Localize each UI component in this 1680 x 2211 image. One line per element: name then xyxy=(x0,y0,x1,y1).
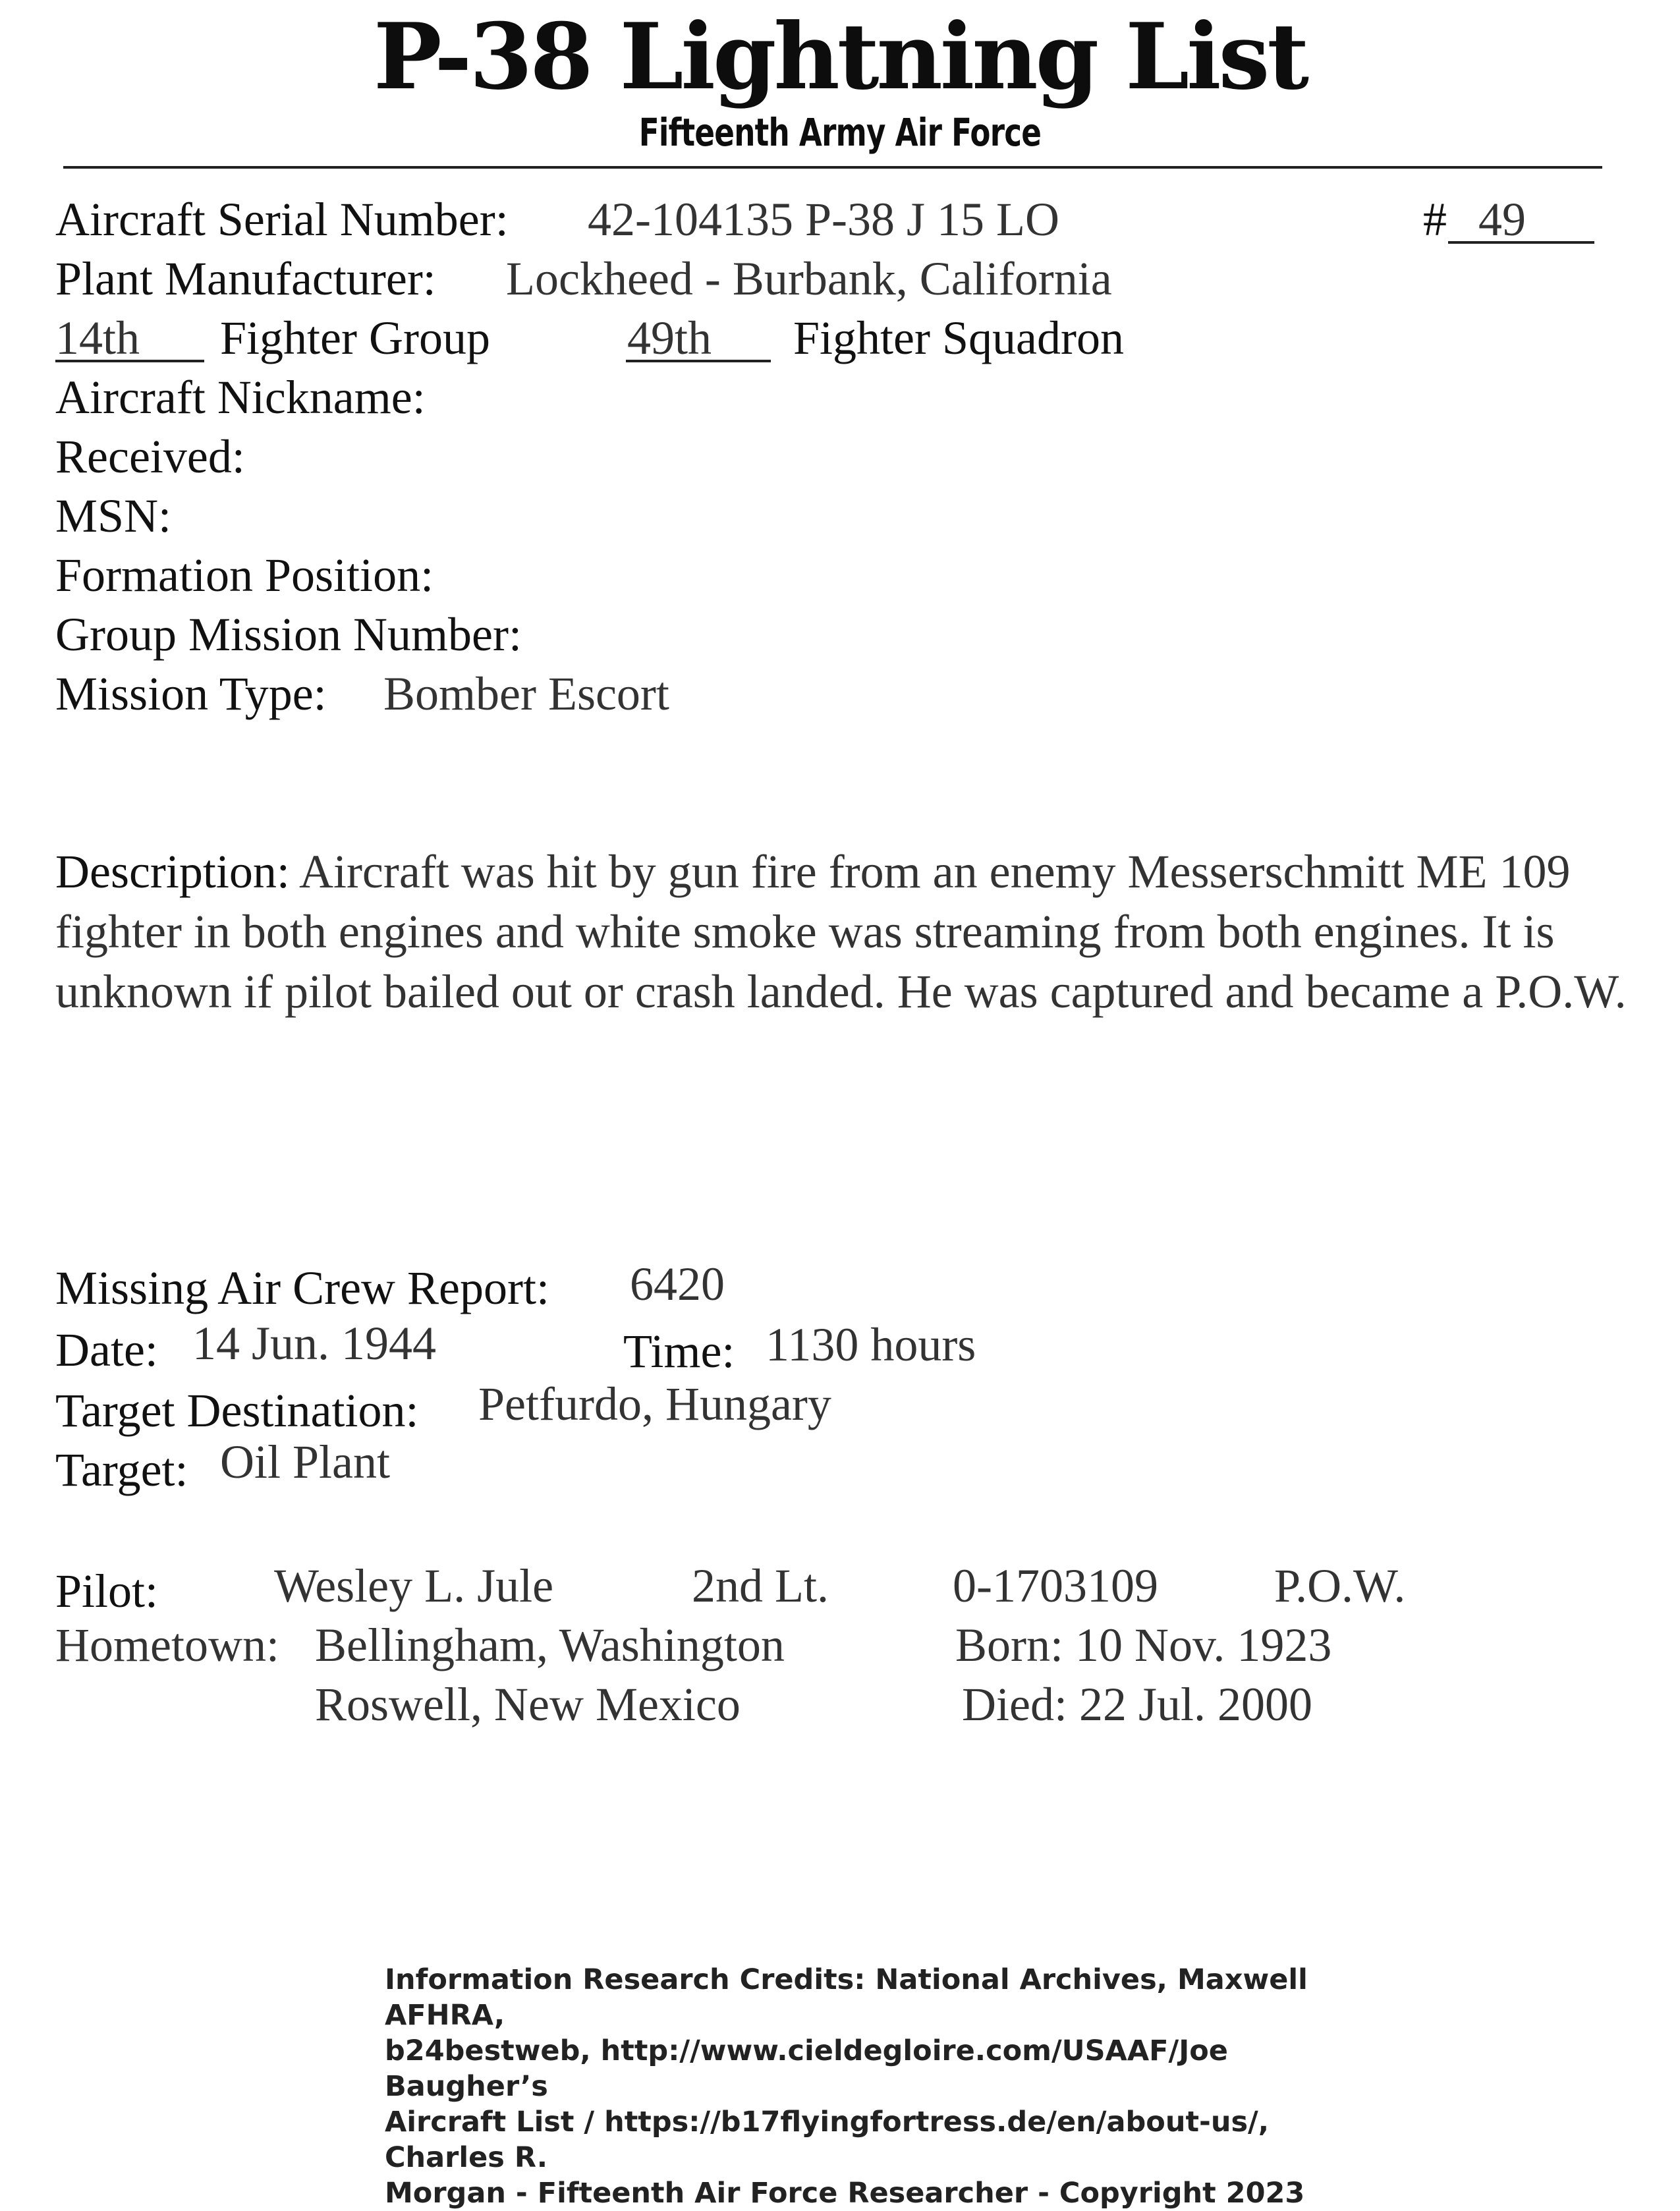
group-value: 14th xyxy=(55,312,140,364)
mission-type-value: Bomber Escort xyxy=(383,667,669,720)
date-value: 14 Jun. 1944 xyxy=(192,1317,437,1370)
number-value: 49 xyxy=(1478,193,1526,246)
pilot-rank: 2nd Lt. xyxy=(692,1559,829,1612)
born-date: Born: 10 Nov. 1923 xyxy=(955,1619,1332,1671)
manufacturer-label: Plant Manufacturer: xyxy=(55,252,436,305)
pilot-status: P.O.W. xyxy=(1274,1559,1406,1612)
credits-line: Aircraft List / https://b17flyingfortress.de/en/about-us/, Charles R. xyxy=(385,2106,1270,2174)
died-date: Died: 22 Jul. 2000 xyxy=(962,1678,1312,1731)
group-label: Fighter Group xyxy=(220,312,490,364)
serial-value: 42-104135 P-38 J 15 LO xyxy=(588,193,1059,246)
credits-line: b24bestweb, http://www.cieldegloire.com/USAAF/Joe Baugher’s xyxy=(385,2034,1228,2103)
credits-line: Information Research Credits: National Archives, Maxwell AFHRA, xyxy=(385,1963,1308,2032)
page-title: P-38 Lightning List xyxy=(373,3,1307,110)
description-label: Description: xyxy=(55,845,290,898)
pilot-serial: 0-1703109 xyxy=(953,1559,1158,1612)
pilot-name: Wesley L. Jule xyxy=(274,1559,554,1612)
hometown-label: Hometown: xyxy=(55,1619,279,1671)
hometown-value-2: Roswell, New Mexico xyxy=(315,1678,741,1731)
macr-value: 6420 xyxy=(630,1258,725,1310)
description-text: Aircraft was hit by gun fire from an enemy Messerschmitt ME 109 fighter in both engines and white smoke was streaming from both engines. It is unknown if pilot bailed out or crash landed. He was captured and became a P.O.W. xyxy=(55,845,1627,1018)
destination-label: Target Destination: xyxy=(55,1384,419,1437)
destination-value: Petfurdo, Hungary xyxy=(478,1378,831,1430)
hometown-value: Bellingham, Washington xyxy=(315,1619,785,1671)
date-label: Date: xyxy=(55,1324,158,1376)
research-credits xyxy=(385,1962,1373,2211)
time-label: Time: xyxy=(623,1325,735,1378)
squadron-value: 49th xyxy=(627,312,712,364)
squadron-underline xyxy=(626,360,771,362)
group-mission-label: Group Mission Number: xyxy=(55,608,522,661)
nickname-label: Aircraft Nickname: xyxy=(55,371,426,424)
mission-type-label: Mission Type: xyxy=(55,667,327,720)
page-subtitle: Fifteenth Army Air Force xyxy=(638,110,1042,155)
pilot-label: Pilot: xyxy=(55,1565,159,1617)
target-label: Target: xyxy=(55,1443,188,1496)
received-label: Received: xyxy=(55,430,245,483)
formation-label: Formation Position: xyxy=(55,549,434,602)
squadron-label: Fighter Squadron xyxy=(793,312,1124,364)
group-underline xyxy=(55,360,204,362)
manufacturer-value: Lockheed - Burbank, California xyxy=(506,252,1112,305)
description-paragraph xyxy=(55,842,1637,1022)
target-value: Oil Plant xyxy=(220,1436,391,1488)
number-prefix: # xyxy=(1423,193,1447,246)
macr-label: Missing Air Crew Report: xyxy=(55,1262,549,1314)
credits-line: Morgan - Fifteenth Air Force Researcher - Copyright 2023 xyxy=(385,2177,1305,2210)
header-rule xyxy=(63,166,1602,169)
serial-label: Aircraft Serial Number: xyxy=(55,193,509,246)
msn-label: MSN: xyxy=(55,490,172,542)
time-value: 1130 hours xyxy=(766,1318,976,1371)
number-underline xyxy=(1448,241,1594,244)
